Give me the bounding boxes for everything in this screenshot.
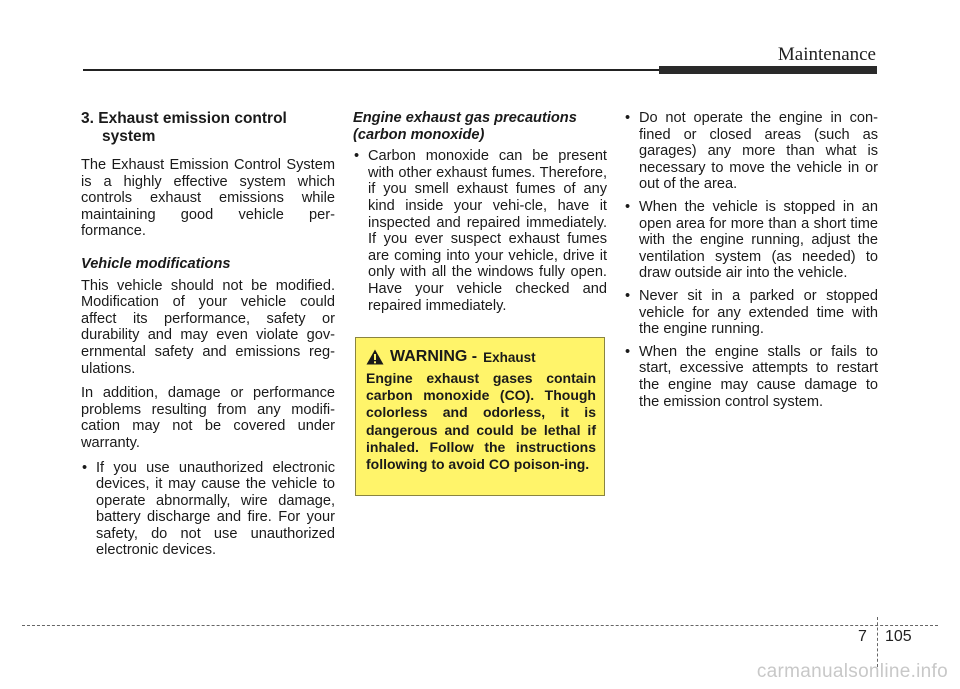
section-title: Maintenance bbox=[777, 44, 876, 65]
list-item: • When the engine stalls or fails to start, excessive attempts to restart the engine may cause damage to the emission control system. bbox=[624, 344, 878, 410]
watermark: carmanualsonline.info bbox=[756, 661, 948, 682]
list-item: • Carbon monoxide can be present with other exhaust fumes. Therefore, if you smell exhaust fumes of any kind inside your vehi-cle, have it inspected and repaired immediately. If you ever suspect exhaust fumes are coming into your vehicle, drive it only with all the windows fully open. Have your vehicle checked and repaired immediately. bbox=[353, 148, 607, 314]
footer-divider bbox=[877, 617, 878, 667]
list-item: • Never sit in a parked or stopped vehicle for any extended time with the engine running. bbox=[624, 288, 878, 338]
exhaust-precautions-heading: Engine exhaust gas precautions (carbon monoxide) bbox=[353, 110, 577, 143]
header-bar bbox=[659, 66, 877, 74]
warning-header bbox=[366, 348, 596, 366]
precaution-bullets bbox=[624, 110, 878, 410]
list-item: • When the vehicle is stopped in an open area for more than a short time with the engine running, adjust the ventilation system (as needed) to draw outside air into the vehicle. bbox=[624, 199, 878, 282]
column-middle bbox=[353, 110, 607, 320]
modifications-bullets bbox=[81, 460, 335, 560]
column-right bbox=[624, 110, 878, 416]
list-item: • If you use unauthorized electronic devices, it may cause the vehicle to operate abnormally, wire damage, battery discharge and fire. For your safety, do not use unauthorized electronic devices. bbox=[81, 460, 335, 560]
warning-text: Engine exhaust gases contain carbon monoxide (CO). Though colorless and odorless, it is dangerous and could be lethal if inhaled. Follow the instructions following to avoid CO poison-ing. bbox=[366, 370, 596, 473]
page-number: 105 bbox=[885, 628, 912, 645]
footer-rule bbox=[22, 625, 938, 626]
warning-label: WARNING - bbox=[390, 348, 478, 365]
chapter-number: 7 bbox=[858, 628, 867, 645]
warning-triangle-icon bbox=[366, 349, 384, 365]
vehicle-modifications-heading: Vehicle modifications bbox=[81, 255, 231, 272]
column-left bbox=[81, 110, 335, 565]
header-rule bbox=[83, 69, 659, 71]
section-heading: 3. Exhaust emission control system bbox=[81, 110, 287, 145]
intro-paragraph: The Exhaust Emission Control System is a highly effective system which controls exhaust emissions while maintaining good vehicle per-formance. bbox=[81, 157, 335, 240]
modifications-paragraph-2: In addition, damage or performance problems resulting from any modifi-cation may not be covered under warranty. bbox=[81, 385, 335, 451]
warning-subject: Exhaust bbox=[483, 349, 536, 365]
exhaust-bullets bbox=[353, 148, 607, 314]
list-item: • Do not operate the engine in con-fined or closed areas (such as garages) any more than what is necessary to move the vehicle in or out of the area. bbox=[624, 110, 878, 193]
warning-box bbox=[355, 337, 605, 496]
modifications-paragraph-1: This vehicle should not be modified. Modification of your vehicle could affect its performance, safety or durability and may even violate gov-ernmental safety and emissions reg-ulations. bbox=[81, 277, 335, 377]
